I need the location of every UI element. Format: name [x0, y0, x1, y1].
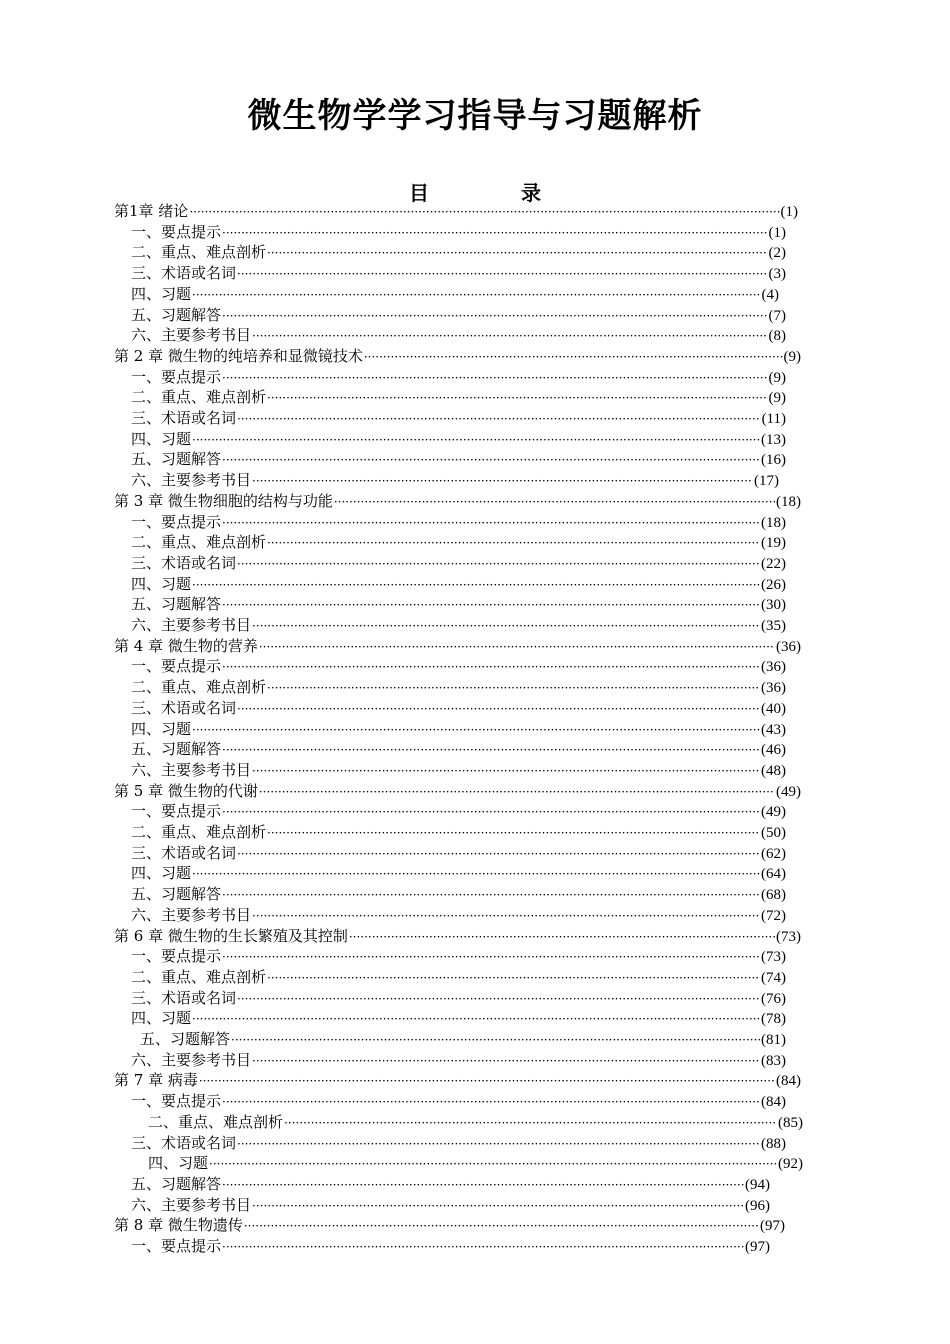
- toc-entry-page: (13): [761, 431, 786, 448]
- dot-leader: [222, 1174, 744, 1195]
- toc-entry-page: (88): [761, 1135, 786, 1152]
- dot-leader: [222, 367, 767, 388]
- toc-entry-page: (84): [776, 1073, 801, 1090]
- dot-leader: [237, 988, 760, 1009]
- dot-leader: [252, 325, 767, 346]
- toc-section-entry: [131, 719, 786, 739]
- dot-leader: [252, 1195, 744, 1216]
- toc-entry-page: (96): [745, 1197, 770, 1214]
- toc-entry-label: 二、重点、难点剖析: [131, 243, 267, 262]
- toc-entry-label: 一、要点提示: [131, 657, 222, 676]
- toc-chapter-entry: [114, 346, 801, 366]
- toc-entry-page: (1): [780, 204, 798, 220]
- toc-section-entry: [131, 822, 786, 842]
- dot-leader: [259, 781, 775, 802]
- toc-section-entry: [131, 905, 786, 925]
- toc-section-entry: [131, 946, 786, 966]
- toc-entry-label: 五、习题解答: [131, 740, 222, 759]
- dot-leader: [222, 1236, 744, 1257]
- toc-entry-page: (94): [745, 1176, 770, 1193]
- toc-entry-page: (8): [768, 328, 786, 345]
- toc-entry-label: 二、重点、难点剖析: [131, 533, 267, 552]
- dot-leader: [252, 905, 760, 926]
- dot-leader: [199, 1070, 775, 1091]
- toc-section-entry: [131, 222, 786, 242]
- toc-section-entry: [131, 1091, 786, 1111]
- toc-section-entry: [131, 1174, 770, 1194]
- toc-section-entry: [131, 449, 786, 469]
- toc-section-entry: [131, 760, 786, 780]
- toc-entry-page: (49): [761, 804, 786, 821]
- toc-entry-page: (36): [761, 659, 786, 676]
- toc-section-entry: [131, 656, 786, 676]
- dot-leader: [192, 719, 760, 740]
- dot-leader: [267, 387, 767, 408]
- dot-leader: [192, 284, 760, 305]
- toc-entry-label: 四、习题: [148, 1154, 209, 1173]
- toc-entry-label: 二、重点、难点剖析: [131, 388, 267, 407]
- dot-leader: [237, 553, 760, 574]
- toc-section-entry: [131, 1195, 770, 1215]
- toc-section-entry: [131, 367, 786, 387]
- toc-entry-page: (62): [761, 845, 786, 862]
- toc-entry-label: 三、术语或名词: [131, 698, 237, 717]
- dot-leader: [364, 346, 783, 367]
- toc-entry-page: (18): [776, 493, 801, 510]
- toc-entry-page: (35): [761, 618, 786, 634]
- dot-leader: [237, 1133, 760, 1154]
- toc-entry-label: 五、习题解答: [131, 595, 222, 614]
- toc-entry-page: (22): [761, 555, 786, 572]
- toc-section-entry: [131, 863, 786, 883]
- toc-section-entry: [131, 574, 786, 594]
- toc-entry-label: 四、习题: [131, 284, 192, 303]
- dot-leader: [192, 863, 760, 884]
- toc-entry-page: (1): [768, 224, 786, 241]
- toc-section-entry: [131, 1236, 770, 1256]
- toc-entry-page: (97): [760, 1218, 785, 1235]
- toc-entry-label: 五、习题解答: [131, 1174, 222, 1193]
- toc-section-entry: [131, 325, 786, 345]
- toc-entry-label: 第 5 章 微生物的代谢: [114, 781, 258, 800]
- toc-entry-label: 一、要点提示: [131, 1237, 222, 1255]
- toc-heading: 目 录: [409, 181, 577, 205]
- toc-entry-label: 三、术语或名词: [131, 409, 237, 427]
- dot-leader: [222, 656, 760, 677]
- toc-entry-label: 第 2 章 微生物的纯培养和显微镜技术: [114, 346, 363, 365]
- toc-section-entry: [131, 1133, 786, 1153]
- toc-entry-page: (73): [761, 949, 786, 966]
- toc-entry-page: (74): [761, 969, 786, 986]
- dot-leader: [222, 594, 760, 615]
- toc-section-entry: [131, 1050, 786, 1070]
- toc-entry-page: (48): [761, 762, 786, 779]
- toc-entry-page: (36): [761, 680, 786, 697]
- toc-entry-page: (50): [761, 825, 786, 841]
- toc-entry-label: 第1章 绪论: [114, 202, 189, 220]
- toc-section-entry: [148, 1153, 803, 1173]
- toc-entry-page: (78): [761, 1011, 786, 1028]
- toc-chapter-entry: [114, 1215, 785, 1235]
- toc-section-entry: [148, 1112, 803, 1132]
- dot-leader: [267, 967, 760, 988]
- toc-entry-page: (49): [776, 783, 801, 800]
- toc-entry-label: 二、重点、难点剖析: [131, 823, 267, 841]
- toc-entry-label: 三、术语或名词: [131, 988, 237, 1007]
- toc-section-entry: [131, 594, 786, 614]
- dot-leader: [192, 574, 760, 595]
- dot-leader: [189, 201, 779, 222]
- dot-leader: [267, 242, 767, 263]
- toc-entry-page: (18): [761, 514, 786, 531]
- dot-leader: [222, 1091, 760, 1112]
- toc-section-entry: [131, 387, 786, 407]
- toc-entry-label: 二、重点、难点剖析: [148, 1112, 284, 1131]
- toc-section-entry: [131, 284, 779, 304]
- toc-entry-page: (19): [761, 535, 786, 552]
- toc-entry-page: (2): [768, 245, 786, 262]
- dot-leader: [259, 636, 775, 657]
- dot-leader: [252, 1050, 760, 1071]
- toc-entry-label: 六、主要参考书目: [131, 1050, 252, 1069]
- dot-leader: [231, 1029, 760, 1050]
- dot-leader: [222, 801, 760, 822]
- toc-entry-label: 第 6 章 微生物的生长繁殖及其控制: [114, 926, 348, 945]
- toc-entry-label: 六、主要参考书目: [131, 760, 252, 779]
- toc-entry-page: (84): [761, 1094, 786, 1111]
- toc-entry-label: 第 3 章 微生物细胞的结构与功能: [114, 491, 333, 510]
- toc-entry-label: 三、术语或名词: [131, 553, 237, 572]
- toc-entry-page: (7): [768, 307, 786, 324]
- toc-section-entry: [131, 988, 786, 1008]
- toc-entry-label: 四、习题: [131, 429, 192, 448]
- toc-entry-label: 五、习题解答: [131, 305, 222, 324]
- dot-leader: [244, 1215, 759, 1236]
- toc-section-entry: [131, 801, 786, 821]
- toc-section-entry: [131, 698, 786, 718]
- dot-leader: [252, 470, 753, 491]
- toc-chapter-entry: [114, 201, 798, 221]
- dot-leader: [237, 408, 761, 429]
- toc-section-entry: [131, 677, 786, 697]
- toc-entry-label: 四、习题: [131, 574, 192, 593]
- toc-entry-page: (40): [761, 700, 786, 717]
- dot-leader: [237, 263, 767, 284]
- dot-leader: [192, 1008, 760, 1029]
- toc-section-entry: [131, 1008, 786, 1028]
- toc-section-entry: [131, 843, 786, 863]
- toc-section-entry: [131, 553, 786, 573]
- toc-section-entry: [131, 470, 779, 490]
- toc-entry-page: (68): [761, 887, 786, 904]
- toc-section-entry: [131, 884, 786, 904]
- toc-chapter-entry: [114, 781, 801, 801]
- dot-leader: [237, 698, 760, 719]
- toc-entry-page: (76): [761, 990, 786, 1007]
- dot-leader: [222, 449, 760, 470]
- toc-entry-page: (9): [768, 390, 786, 407]
- toc-entry-page: (81): [761, 1032, 786, 1048]
- toc-entry-page: (3): [768, 266, 786, 283]
- toc-section-entry: [131, 408, 786, 428]
- toc-section-entry: [131, 305, 786, 325]
- toc-entry-label: 六、主要参考书目: [131, 616, 252, 634]
- toc-section-entry: [131, 429, 786, 449]
- toc-entry-label: 四、习题: [131, 1009, 192, 1028]
- toc-chapter-entry: [114, 1070, 801, 1090]
- toc-entry-label: 四、习题: [131, 719, 192, 738]
- toc-entry-label: 六、主要参考书目: [131, 326, 252, 345]
- toc-entry-label: 第 4 章 微生物的营养: [114, 636, 258, 655]
- dot-leader: [267, 822, 760, 843]
- dot-leader: [267, 532, 760, 553]
- toc-entry-page: (46): [761, 742, 786, 759]
- toc-entry-label: 三、术语或名词: [131, 1133, 237, 1152]
- toc-entry-label: 五、习题解答: [131, 450, 222, 469]
- toc-entry-label: 一、要点提示: [131, 367, 222, 386]
- toc-entry-label: 四、习题: [131, 864, 192, 883]
- toc-entry-label: 六、主要参考书目: [131, 1195, 252, 1214]
- toc-chapter-entry: [114, 926, 801, 946]
- toc-entry-page: (17): [754, 473, 779, 490]
- toc-entry-page: (85): [778, 1114, 803, 1131]
- toc-entry-label: 一、要点提示: [131, 512, 222, 531]
- toc-entry-label: 第 8 章 微生物遗传: [114, 1216, 243, 1235]
- toc-entry-label: 一、要点提示: [131, 1092, 222, 1111]
- toc-chapter-entry: [114, 636, 801, 656]
- toc-entry-page: (11): [761, 411, 786, 427]
- toc-entry-page: (9): [768, 369, 786, 386]
- document-title: 微生物学学习指导与习题解析: [247, 96, 703, 136]
- dot-leader: [252, 615, 760, 636]
- toc-entry-page: (30): [761, 597, 786, 614]
- toc-entry-label: 二、重点、难点剖析: [131, 678, 267, 697]
- toc-entry-label: 五、习题解答: [140, 1030, 231, 1048]
- dot-leader: [284, 1112, 777, 1133]
- toc-entry-label: 三、术语或名词: [131, 843, 237, 862]
- toc-section-entry: [131, 615, 786, 635]
- toc-entry-page: (26): [761, 576, 786, 593]
- toc-entry-label: 三、术语或名词: [131, 264, 237, 283]
- toc-entry-page: (36): [776, 638, 801, 655]
- dot-leader: [334, 491, 775, 512]
- toc-chapter-entry: [114, 491, 801, 511]
- toc-entry-page: (9): [783, 348, 801, 365]
- dot-leader: [267, 677, 760, 698]
- toc-entry-page: (73): [776, 928, 801, 945]
- toc-entry-label: 一、要点提示: [131, 947, 222, 966]
- toc-section-entry: [131, 967, 786, 987]
- toc-entry-page: (92): [778, 1156, 803, 1173]
- dot-leader: [349, 926, 775, 947]
- dot-leader: [252, 760, 760, 781]
- toc-entry-label: 五、习题解答: [131, 885, 222, 904]
- dot-leader: [237, 843, 760, 864]
- toc-entry-label: 一、要点提示: [131, 222, 222, 241]
- toc-section-entry: [131, 739, 786, 759]
- dot-leader: [192, 429, 760, 450]
- toc-section-entry: [131, 532, 786, 552]
- dot-leader: [222, 512, 760, 533]
- toc-entry-page: (4): [761, 286, 779, 303]
- toc-entry-page: (97): [745, 1239, 770, 1255]
- toc-section-entry: [131, 242, 786, 262]
- dot-leader: [209, 1153, 777, 1174]
- toc-entry-label: 第 7 章 病毒: [114, 1071, 198, 1090]
- toc-entry-label: 六、主要参考书目: [131, 471, 252, 490]
- toc-entry-label: 六、主要参考书目: [131, 905, 252, 924]
- toc-entry-page: (83): [761, 1052, 786, 1069]
- dot-leader: [222, 739, 760, 760]
- toc-entry-page: (43): [761, 721, 786, 738]
- toc-entry-label: 二、重点、难点剖析: [131, 967, 267, 986]
- dot-leader: [222, 222, 767, 243]
- toc-section-entry: [131, 263, 786, 283]
- toc-section-entry: [140, 1029, 786, 1049]
- dot-leader: [222, 305, 767, 326]
- toc-entry-page: (72): [761, 907, 786, 924]
- dot-leader: [222, 946, 760, 967]
- toc-entry-page: (64): [761, 866, 786, 883]
- toc-entry-page: (16): [761, 452, 786, 469]
- toc-entry-label: 一、要点提示: [131, 802, 222, 821]
- toc-section-entry: [131, 512, 786, 532]
- dot-leader: [222, 884, 760, 905]
